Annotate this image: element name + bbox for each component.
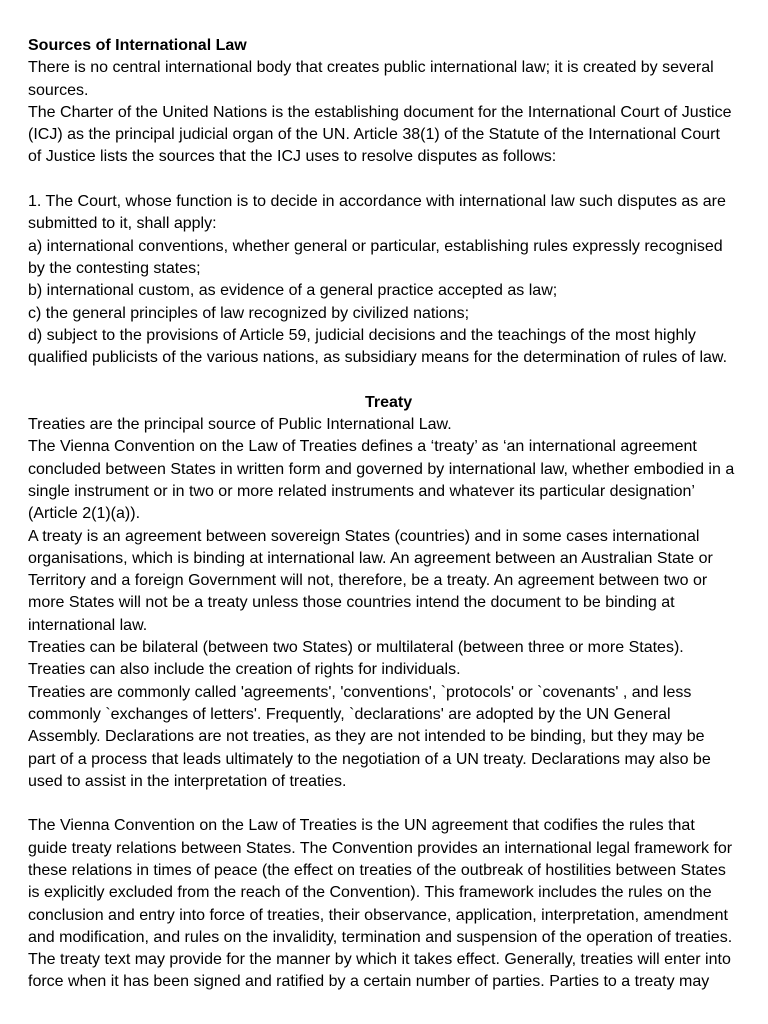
text-line: conclusion and entry into force of treaties, their observance, application, interpretation, amendment (28, 906, 728, 924)
text-line: 1. The Court, whose function is to decide in accordance with international law such disputes as are (28, 193, 726, 211)
text-line: Assembly. Declarations are not treaties, as they are not intended to be binding, but they may be (28, 728, 705, 746)
text-line: The treaty text may provide for the manner by which it takes effect. Generally, treaties will enter into (28, 951, 731, 969)
text-line: part of a process that leads ultimately to the negotiation of a UN treaty. Declarations may also be (28, 750, 711, 768)
text-line: Treaties can also include the creation of rights for individuals. (28, 661, 461, 679)
text-line: organisations, which is binding at international law. An agreement between an Australian State or (28, 549, 713, 567)
text-line: concluded between States in written form and governed by international law, whether embodied in a (28, 460, 735, 478)
text-line: these relations in times of peace (the effect on treaties of the outbreak of hostilities between States (28, 861, 726, 879)
text-line: is explicitly excluded from the reach of the Convention). This framework includes the rules on the (28, 884, 712, 902)
text-line: of Justice lists the sources that the ICJ uses to resolve disputes as follows: (28, 148, 557, 166)
text-line: force when it has been signed and ratified by a certain number of parties. Parties to a treaty may (28, 973, 710, 991)
text-line: A treaty is an agreement between sovereign States (countries) and in some cases international (28, 527, 700, 545)
text-line: (Article 2(1)(a)). (28, 505, 141, 523)
paragraph-spacer (28, 169, 748, 191)
text-line: The Vienna Convention on the Law of Treaties defines a ‘treaty’ as ‘an international agreement (28, 438, 697, 456)
text-line: (ICJ) as the principal judicial organ of the UN. Article 38(1) of the Statute of the International Court (28, 126, 720, 144)
document-title: Sources of International Law (28, 37, 247, 54)
text-line: a) international conventions, whether general or particular, establishing rules expressly recognised (28, 237, 723, 255)
text-line: There is no central international body that creates public international law; it is created by several (28, 59, 714, 77)
text-line: used to assist in the interpretation of treaties. (28, 772, 347, 790)
text-line: guide treaty relations between States. The Convention provides an international legal framework for (28, 839, 733, 857)
text-line: Treaties can be bilateral (between two States) or multilateral (between three or more States). (28, 639, 684, 657)
text-line: Territory and a foreign Government will not, therefore, be a treaty. An agreement between two or (28, 572, 708, 590)
text-line: sources. (28, 81, 89, 99)
text-line: d) subject to the provisions of Article 59, judicial decisions and the teachings of the most highly (28, 326, 696, 344)
paragraph-spacer (28, 793, 748, 815)
text-line: by the contesting states; (28, 259, 201, 277)
text-line: more States will not be a treaty unless those countries intend the document to be binding at (28, 594, 675, 612)
treaty-section (28, 414, 748, 793)
text-line: The Vienna Convention on the Law of Treaties is the UN agreement that codifies the rules that (28, 817, 695, 835)
text-line: commonly `exchanges of letters'. Frequently, `declarations' are adopted by the UN General (28, 705, 671, 723)
vienna-convention-section (28, 815, 748, 993)
text-line: b) international custom, as evidence of a general practice accepted as law; (28, 282, 558, 300)
text-line: Treaties are commonly called 'agreements', 'conventions', `protocols' or `covenants' , and less (28, 683, 692, 701)
treaty-heading: Treaty (365, 393, 413, 411)
text-line: single instrument or in two or more related instruments and whatever its particular designation’ (28, 482, 695, 500)
text-line: international law. (28, 616, 148, 634)
intro-paragraph (28, 57, 748, 168)
text-line: and modification, and rules on the invalidity, termination and suspension of the operation of treaties. (28, 928, 733, 946)
text-line: The Charter of the United Nations is the establishing document for the International Court of Justice (28, 103, 732, 121)
text-line: submitted to it, shall apply: (28, 215, 217, 233)
paragraph-spacer (28, 369, 748, 391)
article-38-list (28, 191, 748, 369)
text-line: c) the general principles of law recognized by civilized nations; (28, 304, 470, 322)
text-line: Treaties are the principal source of Public International Law. (28, 416, 452, 434)
text-line: qualified publicists of the various nations, as subsidiary means for the determination of rules of law. (28, 349, 728, 367)
